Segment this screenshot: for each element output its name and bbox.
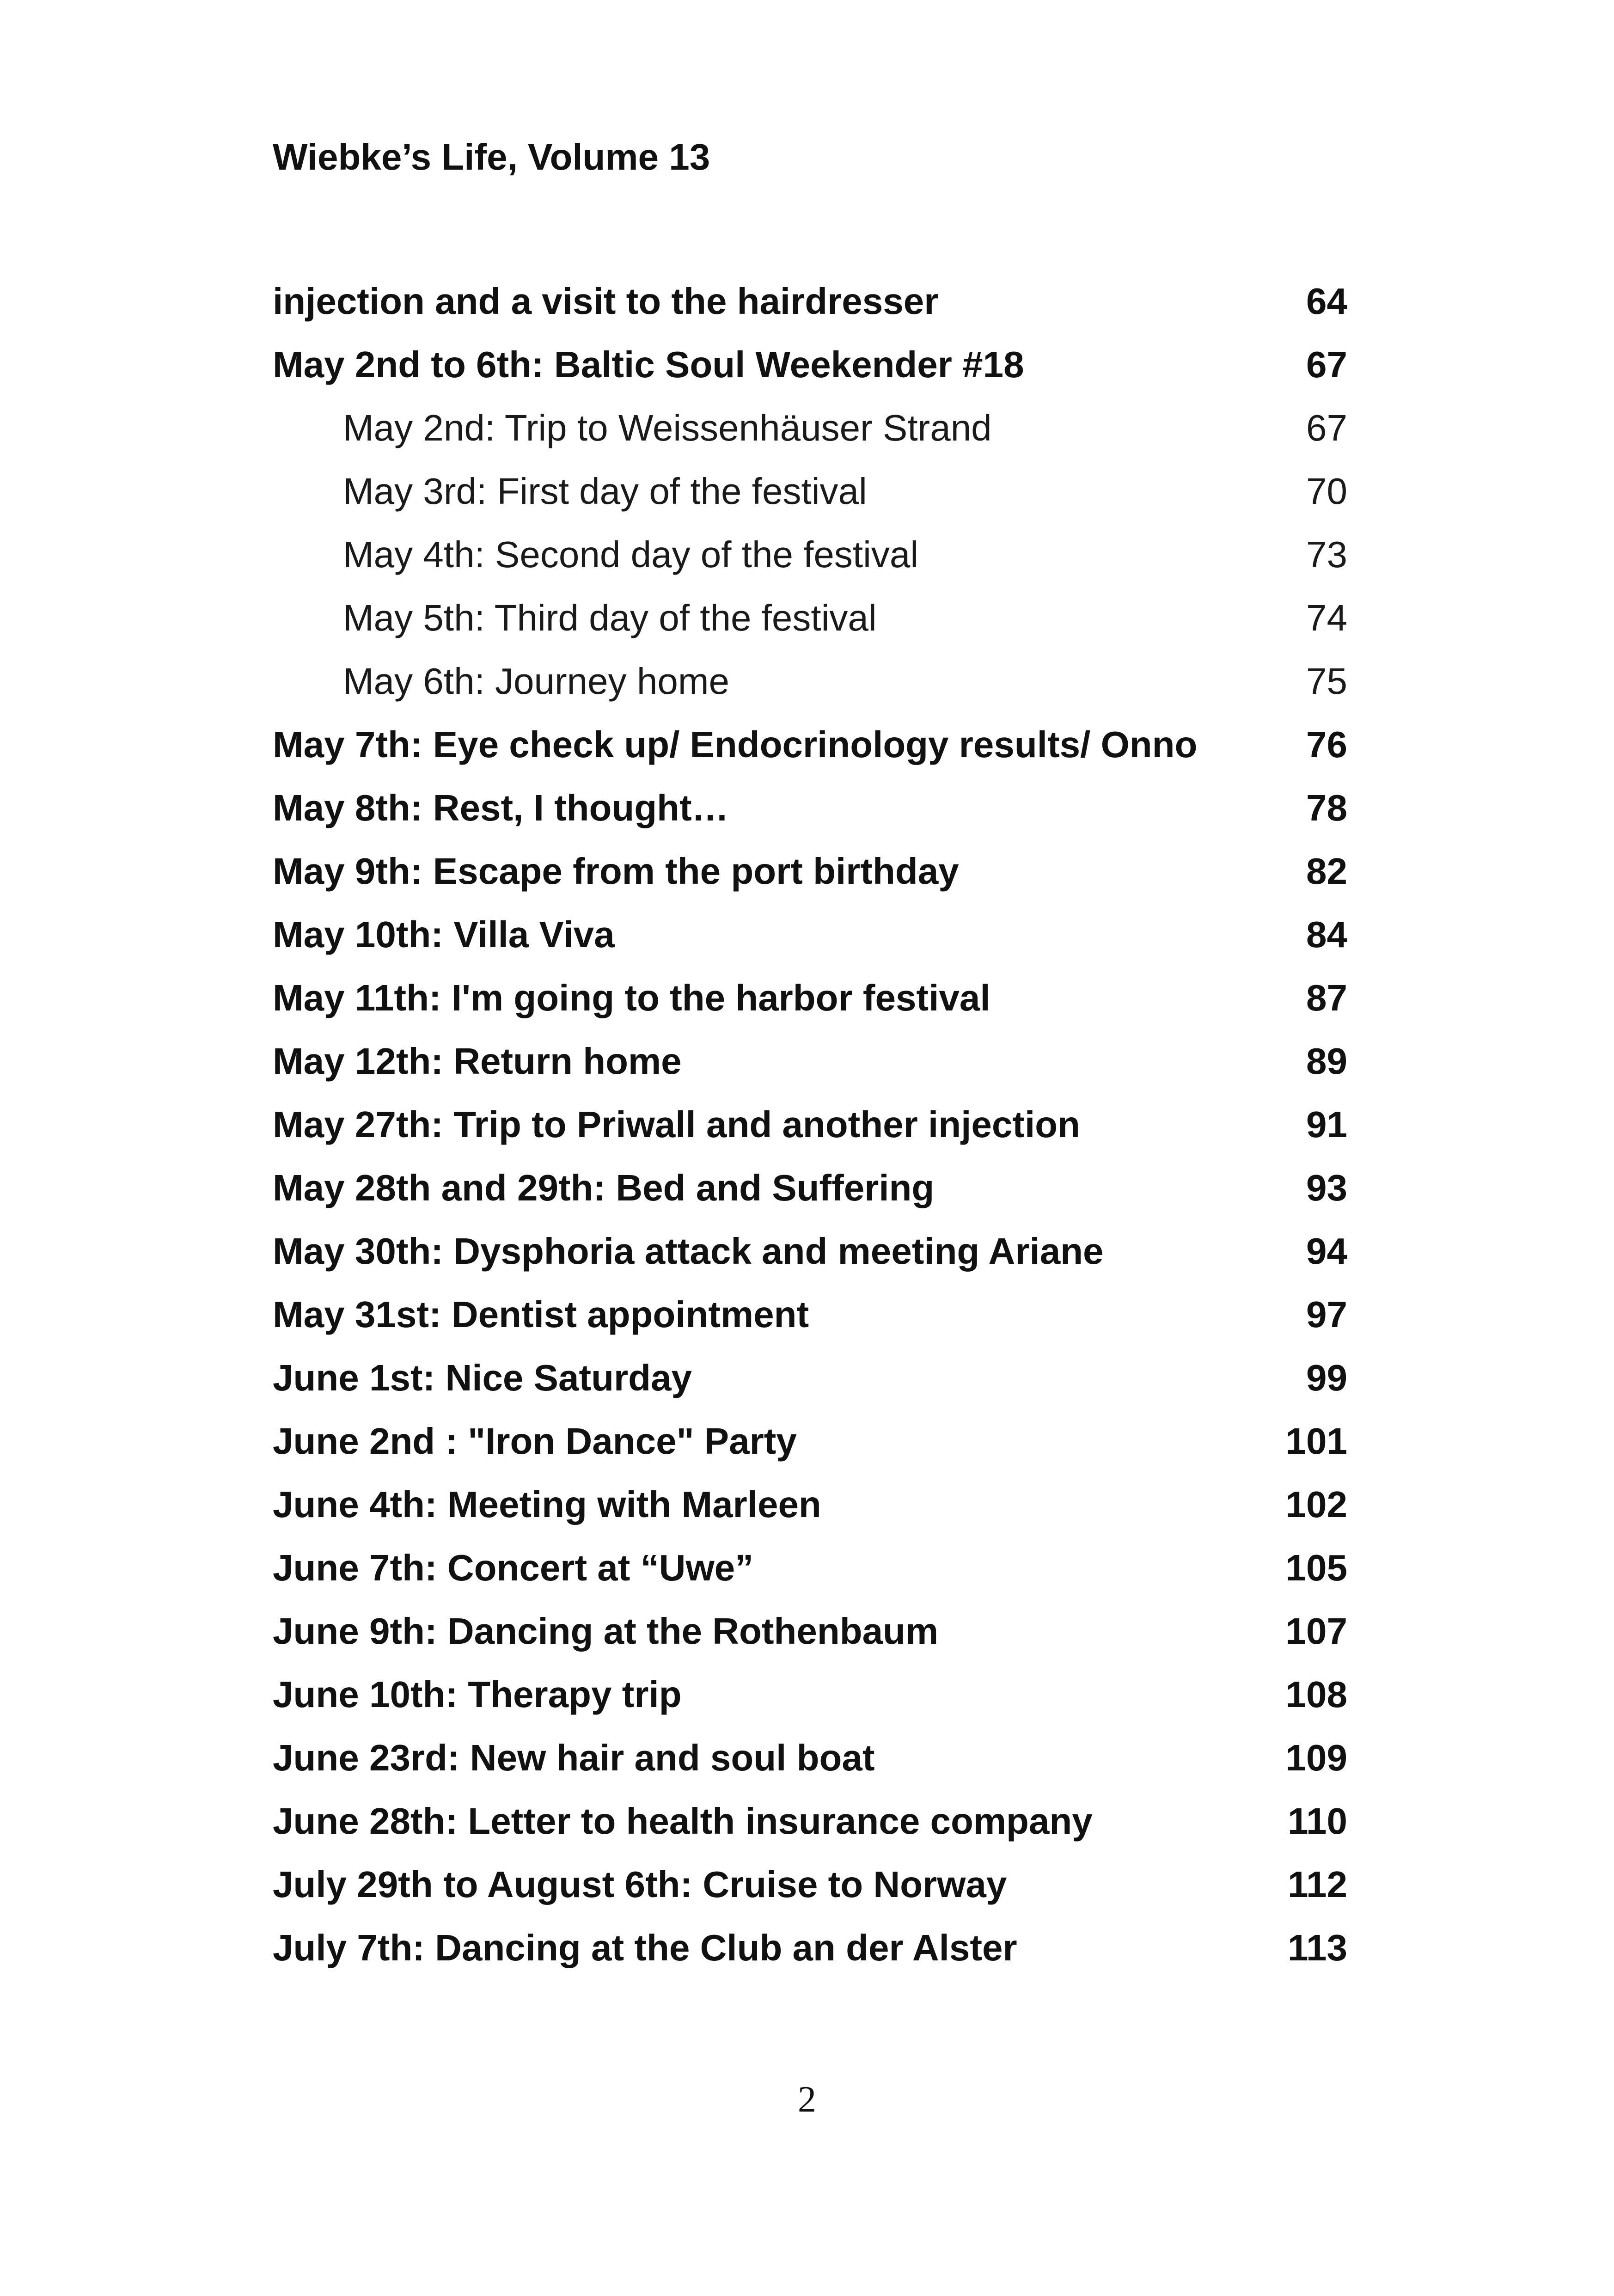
toc-entry-title: May 31st: Dentist appointment — [273, 1294, 809, 1335]
toc-entry-title: May 10th: Villa Viva — [273, 914, 615, 955]
toc-entry — [273, 1287, 1347, 1350]
toc-entry — [273, 1794, 1347, 1857]
toc-entry — [273, 1160, 1347, 1224]
toc-entry-title: June 28th: Letter to health insurance company — [273, 1800, 1093, 1842]
toc-entry-page-number: 89 — [1306, 1041, 1347, 1082]
toc-entry-page-number: 87 — [1306, 977, 1347, 1018]
toc-entry — [273, 1414, 1347, 1477]
running-header: Wiebke’s Life, Volume 13 — [273, 136, 710, 178]
toc-subentry — [273, 527, 1347, 590]
toc-entry-title: May 12th: Return home — [273, 1041, 682, 1082]
toc-entry-page-number: 93 — [1306, 1167, 1347, 1208]
toc-entry-page-number: 110 — [1287, 1800, 1347, 1842]
toc-entry-title: May 28th and 29th: Bed and Suffering — [273, 1167, 935, 1208]
toc-entry-page-number: 108 — [1285, 1674, 1347, 1715]
toc-entry-title: May 2nd: Trip to Weissenhäuser Strand — [343, 407, 992, 448]
toc-entry — [273, 1224, 1347, 1287]
toc-entry — [273, 780, 1347, 844]
toc-subentry — [273, 464, 1347, 527]
toc-entry — [273, 1920, 1347, 1984]
toc-entry — [273, 970, 1347, 1034]
toc-entry-page-number: 74 — [1306, 597, 1347, 638]
toc-entry — [273, 844, 1347, 907]
page-number: 2 — [798, 2079, 816, 2120]
toc-entry-page-number: 67 — [1306, 344, 1347, 385]
toc-entry-title: May 8th: Rest, I thought… — [273, 787, 729, 828]
toc-entry-title: May 6th: Journey home — [343, 661, 729, 702]
toc-entry — [273, 1604, 1347, 1667]
toc-entry-title: May 5th: Third day of the festival — [343, 597, 877, 638]
toc-entry-title: May 9th: Escape from the port birthday — [273, 851, 959, 892]
toc-entry-page-number: 102 — [1285, 1484, 1347, 1525]
table-of-contents — [273, 274, 1347, 1984]
toc-entry-title: June 7th: Concert at “Uwe” — [273, 1547, 754, 1588]
toc-entry-title: May 2nd to 6th: Baltic Soul Weekender #18 — [273, 344, 1024, 385]
toc-entry-page-number: 101 — [1285, 1420, 1347, 1462]
toc-entry-page-number: 105 — [1285, 1547, 1347, 1588]
toc-entry-title: July 29th to August 6th: Cruise to Norway — [273, 1864, 1007, 1905]
toc-entry-title: June 4th: Meeting with Marleen — [273, 1484, 821, 1525]
toc-entry-page-number: 70 — [1306, 471, 1347, 512]
toc-entry — [273, 1350, 1347, 1414]
toc-entry-title: injection and a visit to the hairdresser — [273, 281, 939, 322]
toc-entry-page-number: 75 — [1306, 661, 1347, 702]
toc-entry — [273, 337, 1347, 400]
toc-entry-title: June 10th: Therapy trip — [273, 1674, 682, 1715]
toc-entry-title: May 7th: Eye check up/ Endocrinology results/ Onno — [273, 724, 1198, 765]
toc-entry-title: June 9th: Dancing at the Rothenbaum — [273, 1610, 939, 1652]
toc-entry-page-number: 109 — [1285, 1737, 1347, 1778]
toc-entry-title: June 1st: Nice Saturday — [273, 1357, 692, 1398]
toc-entry-page-number: 97 — [1306, 1294, 1347, 1335]
toc-entry — [273, 717, 1347, 780]
toc-entry — [273, 1667, 1347, 1730]
toc-entry-page-number: 112 — [1287, 1864, 1347, 1905]
toc-entry-page-number: 64 — [1306, 281, 1347, 322]
toc-entry-title: May 11th: I'm going to the harbor festival — [273, 977, 990, 1018]
toc-subentry — [273, 590, 1347, 654]
toc-subentry — [273, 400, 1347, 464]
toc-subentry — [273, 654, 1347, 717]
toc-entry-title: June 2nd : "Iron Dance" Party — [273, 1420, 797, 1462]
toc-entry — [273, 907, 1347, 970]
toc-entry-title: May 4th: Second day of the festival — [343, 534, 919, 575]
toc-entry-title: May 27th: Trip to Priwall and another injection — [273, 1104, 1080, 1145]
toc-entry-page-number: 113 — [1287, 1927, 1347, 1968]
toc-entry-title: May 3rd: First day of the festival — [343, 471, 867, 512]
toc-entry — [273, 1034, 1347, 1097]
toc-entry — [273, 274, 1347, 337]
toc-entry-title: June 23rd: New hair and soul boat — [273, 1737, 875, 1778]
toc-entry — [273, 1477, 1347, 1540]
toc-entry-page-number: 76 — [1306, 724, 1347, 765]
toc-entry-page-number: 94 — [1306, 1231, 1347, 1272]
toc-entry — [273, 1097, 1347, 1160]
toc-entry-page-number: 84 — [1306, 914, 1347, 955]
toc-entry-page-number: 67 — [1306, 407, 1347, 448]
toc-entry-page-number: 91 — [1306, 1104, 1347, 1145]
toc-entry — [273, 1730, 1347, 1794]
toc-entry — [273, 1540, 1347, 1604]
toc-entry-page-number: 73 — [1306, 534, 1347, 575]
toc-entry — [273, 1857, 1347, 1920]
toc-entry-title: May 30th: Dysphoria attack and meeting Ariane — [273, 1231, 1104, 1272]
toc-entry-title: July 7th: Dancing at the Club an der Alster — [273, 1927, 1017, 1968]
toc-entry-page-number: 78 — [1306, 787, 1347, 828]
toc-entry-page-number: 82 — [1306, 851, 1347, 892]
toc-entry-page-number: 107 — [1285, 1610, 1347, 1652]
toc-entry-page-number: 99 — [1306, 1357, 1347, 1398]
